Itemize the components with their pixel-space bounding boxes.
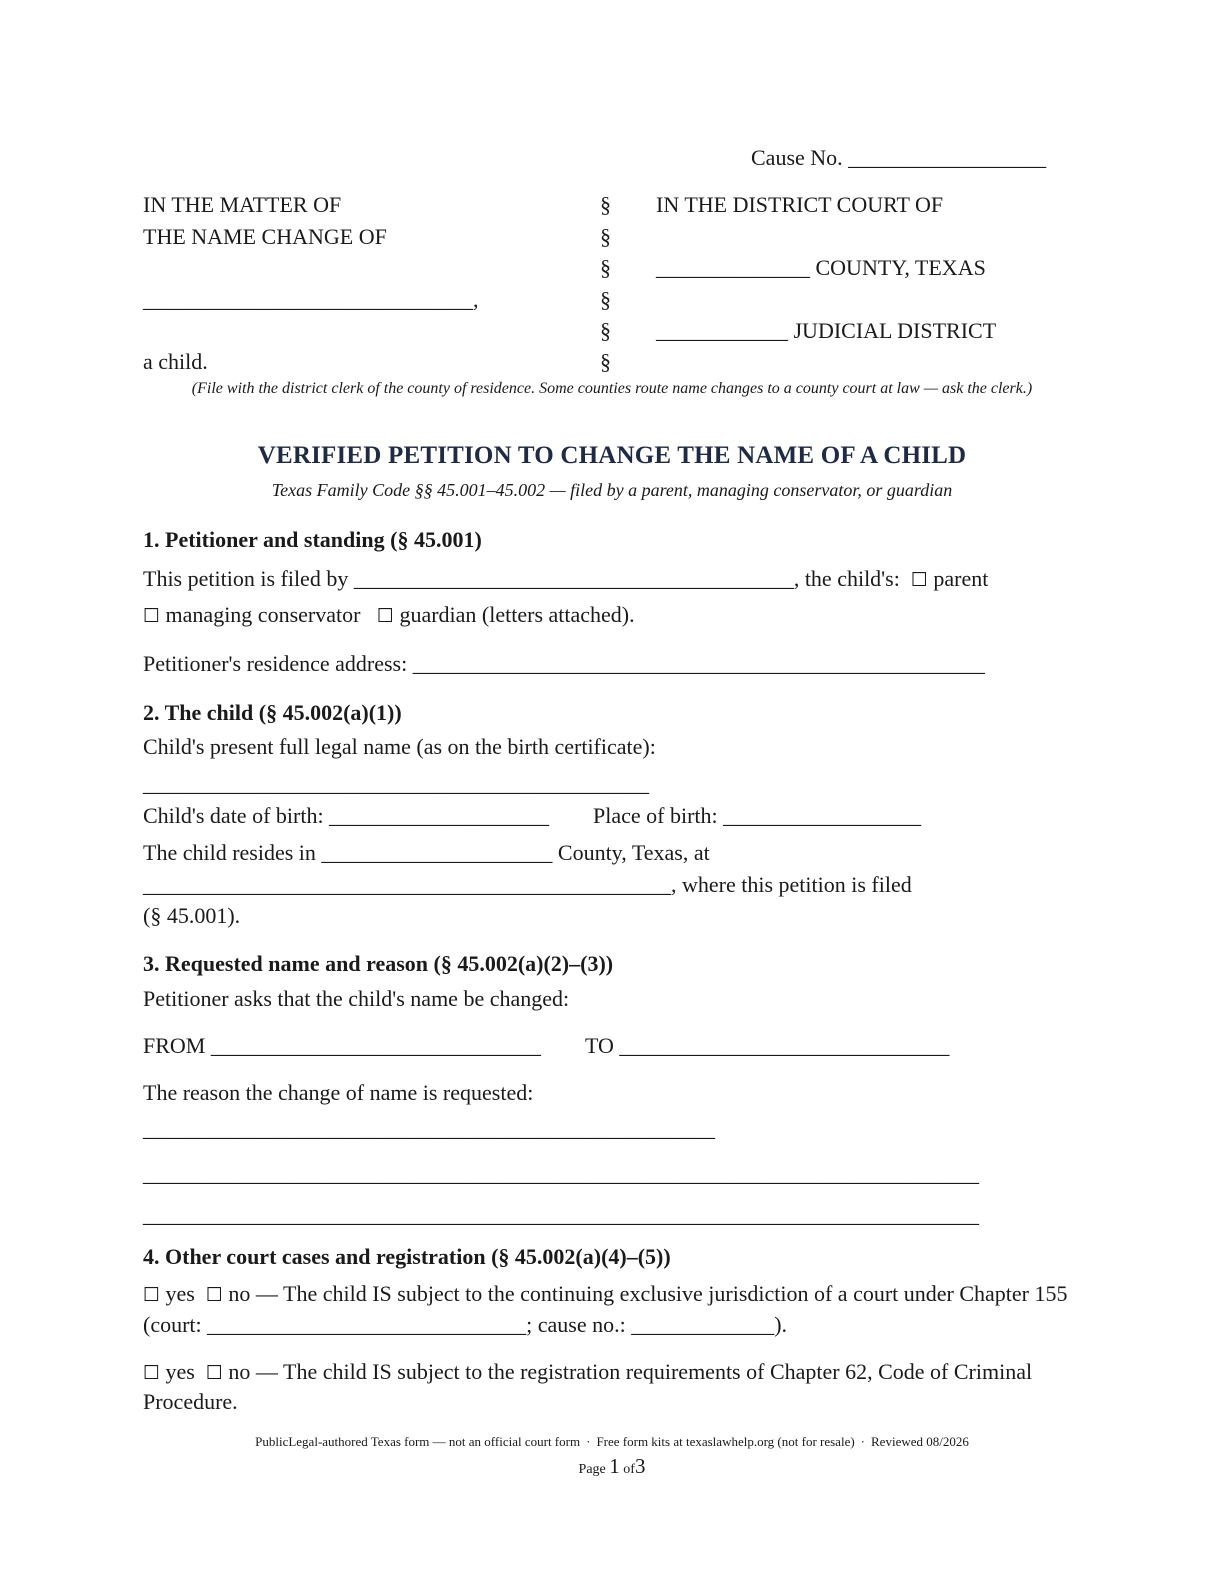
section-symbol: § [600, 224, 611, 249]
option-parent-label: parent [933, 566, 989, 591]
filed-by-line [143, 566, 988, 593]
to-name-line: TO ______________________________ [585, 1033, 950, 1058]
child-pob-line: Place of birth: __________________ [593, 803, 922, 828]
child-name-blank: ______________________________________________ [143, 771, 649, 796]
residence-address-line: Petitioner's residence address: ____________________________________________________ [143, 651, 985, 676]
jurisdiction-yes-label: yes [165, 1281, 195, 1306]
footer-reviewed: Reviewed 08/2026 [871, 1434, 969, 1449]
page-total: 3 [634, 1454, 646, 1478]
checkbox-registration-no[interactable]: ☐ [205, 1362, 223, 1384]
caption-matter: IN THE MATTER OF [143, 192, 342, 217]
child-present-name-label: Child's present full legal name (as on the birth certificate): [143, 734, 656, 759]
registration-question [143, 1359, 1032, 1386]
name-change-intro: Petitioner asks that the child's name be changed: [143, 986, 570, 1011]
child-cite: (§ 45.001). [143, 903, 241, 928]
footer-authored: PublicLegal-authored Texas form — not an official court form [255, 1434, 581, 1449]
filed-by-text: This petition is filed by ________________________________________, the child's: [143, 566, 900, 591]
footer-separator: · [860, 1434, 866, 1449]
option-conservator-label: managing conservator [165, 602, 361, 627]
footer [0, 1434, 1224, 1450]
checkbox-managing-conservator[interactable]: ☐ [143, 605, 161, 627]
reason-label: The reason the change of name is requested: [143, 1080, 534, 1105]
section3-heading: 3. Requested name and reason (§ 45.002(a)(2)–(3)) [143, 951, 614, 976]
checkbox-guardian[interactable]: ☐ [376, 605, 394, 627]
registration-yes-label: yes [165, 1359, 195, 1384]
checkbox-jurisdiction-yes[interactable]: ☐ [143, 1284, 161, 1306]
footer-kits: Free form kits at texaslawhelp.org (not for resale) [596, 1434, 855, 1449]
checkbox-registration-yes[interactable]: ☐ [143, 1362, 161, 1384]
standing-options-line [143, 602, 635, 629]
from-name-line: FROM ______________________________ [143, 1033, 541, 1058]
jurisdiction-no-label: no [228, 1281, 251, 1306]
section2-heading: 2. The child (§ 45.002(a)(1)) [143, 700, 402, 725]
jurisdiction-question [143, 1281, 1068, 1308]
section4-heading: 4. Other court cases and registration (§ 45.002(a)(4)–(5)) [143, 1244, 671, 1269]
section-symbol: § [600, 192, 611, 217]
footer-separator: · [586, 1434, 591, 1449]
page-word: Page [578, 1462, 606, 1477]
reason-line-3: ____________________________________________________________________________ [143, 1202, 979, 1227]
page-title: VERIFIED PETITION TO CHANGE THE NAME OF A CHILD [257, 442, 967, 469]
checkbox-parent[interactable]: ☐ [910, 569, 928, 591]
registration-text-cont: Procedure. [143, 1389, 238, 1414]
section-symbol: § [600, 318, 611, 343]
caption-district-court: IN THE DISTRICT COURT OF [656, 192, 944, 217]
child-dob-line: Child's date of birth: ____________________ [143, 803, 550, 828]
section1-heading: 1. Petitioner and standing (§ 45.001) [143, 527, 482, 552]
cause-number: Cause No. __________________ [751, 145, 1047, 170]
section-symbol: § [600, 287, 611, 312]
page-subtitle: Texas Family Code §§ 45.001–45.002 — filed by a parent, managing conservator, or guardian [271, 480, 953, 500]
registration-no-label: no [228, 1359, 251, 1384]
section-symbol: § [600, 349, 611, 374]
registration-text: — The child IS subject to the registration requirements of Chapter 62, Code of Criminal [255, 1359, 1033, 1384]
jurisdiction-court-line: (court: _____________________________; cause no.: _____________). [143, 1312, 788, 1337]
filing-note: (File with the district clerk of the county of residence. Some counties route name changes to a county court at law — ask the clerk.) [191, 380, 1033, 397]
child-address-line: ________________________________________________, where this petition is filed [143, 872, 912, 897]
checkbox-jurisdiction-no[interactable]: ☐ [205, 1284, 223, 1306]
child-resides-line: The child resides in _____________________ County, Texas, at [143, 840, 710, 865]
option-guardian-label: guardian (letters attached). [399, 602, 635, 627]
reason-line-2: ____________________________________________________________________________ [143, 1161, 979, 1186]
of-word: of [623, 1462, 635, 1477]
caption-name-change: THE NAME CHANGE OF [143, 224, 387, 249]
section-symbol: § [600, 255, 611, 280]
jurisdiction-text: — The child IS subject to the continuing exclusive jurisdiction of a court under Chapter 155 [255, 1281, 1068, 1306]
caption-county: ______________ COUNTY, TEXAS [656, 255, 986, 280]
page-number [0, 1454, 1224, 1479]
caption-child-name-blank: ______________________________, [143, 287, 479, 312]
reason-line-1: ____________________________________________________ [143, 1116, 715, 1141]
caption-judicial-district: ____________ JUDICIAL DISTRICT [656, 318, 997, 343]
page-current: 1 [609, 1454, 620, 1478]
caption-a-child: a child. [143, 349, 208, 374]
